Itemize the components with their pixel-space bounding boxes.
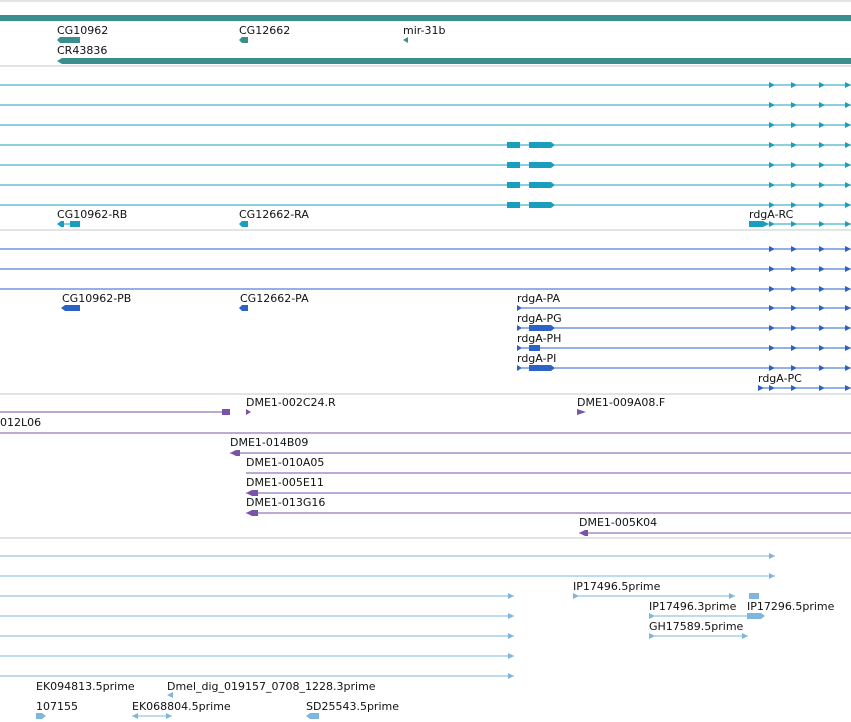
- transcript-row[interactable]: [0, 202, 851, 208]
- est-label: IP17496.5prime: [573, 580, 661, 593]
- est-row[interactable]: [0, 613, 514, 619]
- transcript-feature-rdga-rc[interactable]: [749, 208, 851, 227]
- clone-label: DME1-009A08.F: [577, 396, 666, 409]
- clone-feature-dme1-005e11[interactable]: [246, 473, 851, 489]
- clone-feature-dme1-014b09[interactable]: [0, 433, 851, 449]
- est-row[interactable]: [0, 573, 775, 579]
- gene-glyph: [403, 37, 408, 43]
- clone-label: 012L06: [0, 416, 42, 429]
- protein-label: CG12662-PA: [240, 292, 309, 305]
- est-label: Dmel_dig_019157_0708_1228.3prime: [167, 680, 376, 693]
- protein-label: rdgA-PA: [517, 292, 561, 305]
- clone-feature-dme1-002c24-r[interactable]: [246, 396, 336, 415]
- est-feature-ek094813-5prime[interactable]: [36, 680, 135, 693]
- est-label: EK068804.5prime: [132, 700, 231, 713]
- clone-feature-012l06[interactable]: [0, 409, 230, 429]
- clone-feature-dme1-010a05[interactable]: [230, 450, 851, 469]
- clone-label: DME1-005E11: [246, 476, 324, 489]
- est-feature-ip17496-5prime[interactable]: [573, 580, 759, 599]
- protein-feature-cg12662-pa[interactable]: [239, 292, 309, 311]
- transcript-track: [0, 66, 851, 227]
- est-feature-gh17589-5prime[interactable]: [649, 620, 748, 639]
- gene-glyph: [239, 37, 248, 43]
- gene-bar-top[interactable]: [0, 15, 851, 21]
- protein-feature-rdga-pc[interactable]: [758, 372, 851, 391]
- est-row[interactable]: [0, 633, 514, 639]
- est-row[interactable]: [0, 673, 514, 679]
- clone-label: DME1-010A05: [246, 456, 325, 469]
- transcript-row[interactable]: [0, 182, 851, 188]
- est-row[interactable]: [0, 593, 514, 599]
- clone-label: DME1-002C24.R: [246, 396, 336, 409]
- protein-track: [0, 230, 851, 391]
- clone-track: [0, 394, 851, 536]
- est-feature-dmel-dig-019157[interactable]: [167, 680, 376, 698]
- est-row[interactable]: [0, 653, 514, 659]
- gene-feature-mir-31b[interactable]: [403, 24, 446, 43]
- est-row[interactable]: [0, 553, 775, 559]
- gene-feature-cr43836[interactable]: [57, 44, 851, 64]
- gene-label: mir-31b: [403, 24, 446, 37]
- clone-label: DME1-014B09: [230, 436, 309, 449]
- transcript-row[interactable]: [0, 102, 851, 108]
- protein-label: rdgA-PH: [517, 332, 562, 345]
- transcript-row[interactable]: [0, 122, 851, 128]
- est-track: [0, 538, 851, 719]
- est-label: 107155: [36, 700, 78, 713]
- protein-feature-rdga-pi[interactable]: [517, 352, 851, 371]
- est-label: GH17589.5prime: [649, 620, 744, 633]
- est-feature-ip17296-5prime[interactable]: [747, 600, 835, 613]
- gene-feature-cg10962[interactable]: [57, 24, 108, 43]
- gene-label: CG12662: [239, 24, 291, 37]
- protein-label: rdgA-PC: [758, 372, 802, 385]
- clone-feature-dme1-005k04[interactable]: [579, 516, 851, 536]
- clone-label: DME1-005K04: [579, 516, 658, 529]
- est-feature-107155[interactable]: [36, 700, 78, 719]
- protein-feature-cg10962-pb[interactable]: [61, 292, 131, 311]
- gene-glyph: [57, 37, 80, 43]
- transcript-row[interactable]: [0, 142, 851, 148]
- clone-feature-dme1-013g16[interactable]: [246, 490, 851, 509]
- protein-row[interactable]: [0, 246, 851, 252]
- protein-feature-rdga-pa[interactable]: [517, 292, 851, 311]
- gene-track: [0, 1, 851, 64]
- est-feature-sd25543-5prime[interactable]: [306, 700, 399, 719]
- transcript-label: rdgA-RC: [749, 208, 794, 221]
- transcript-row[interactable]: [0, 82, 851, 88]
- gene-label: CG10962: [57, 24, 109, 37]
- protein-label: rdgA-PI: [517, 352, 557, 365]
- protein-feature-rdga-ph[interactable]: [517, 332, 851, 351]
- protein-label: CG10962-PB: [62, 292, 132, 305]
- est-label: SD25543.5prime: [306, 700, 399, 713]
- gene-label: CR43836: [57, 44, 108, 57]
- transcript-feature-cg12662-ra[interactable]: [239, 208, 309, 227]
- protein-label: rdgA-PG: [517, 312, 562, 325]
- transcript-label: CG10962-RB: [57, 208, 128, 221]
- protein-row[interactable]: [0, 266, 851, 272]
- transcript-row[interactable]: [0, 162, 851, 168]
- est-label: EK094813.5prime: [36, 680, 135, 693]
- est-label: IP17296.5prime: [747, 600, 835, 613]
- clone-feature-dme1-009a08-f[interactable]: [577, 396, 665, 415]
- protein-feature-rdga-pg[interactable]: [517, 312, 851, 331]
- est-feature-ek068804-5prime[interactable]: [132, 700, 231, 719]
- clone-label: DME1-013G16: [246, 496, 326, 509]
- transcript-label: CG12662-RA: [239, 208, 309, 221]
- est-label: IP17496.3prime: [649, 600, 737, 613]
- clone-feature-dme1-013g16-bar[interactable]: [246, 510, 851, 516]
- gene-feature-cg12662[interactable]: [239, 24, 290, 43]
- gene-glyph: [57, 58, 851, 64]
- transcript-feature-cg10962-rb[interactable]: [57, 208, 127, 227]
